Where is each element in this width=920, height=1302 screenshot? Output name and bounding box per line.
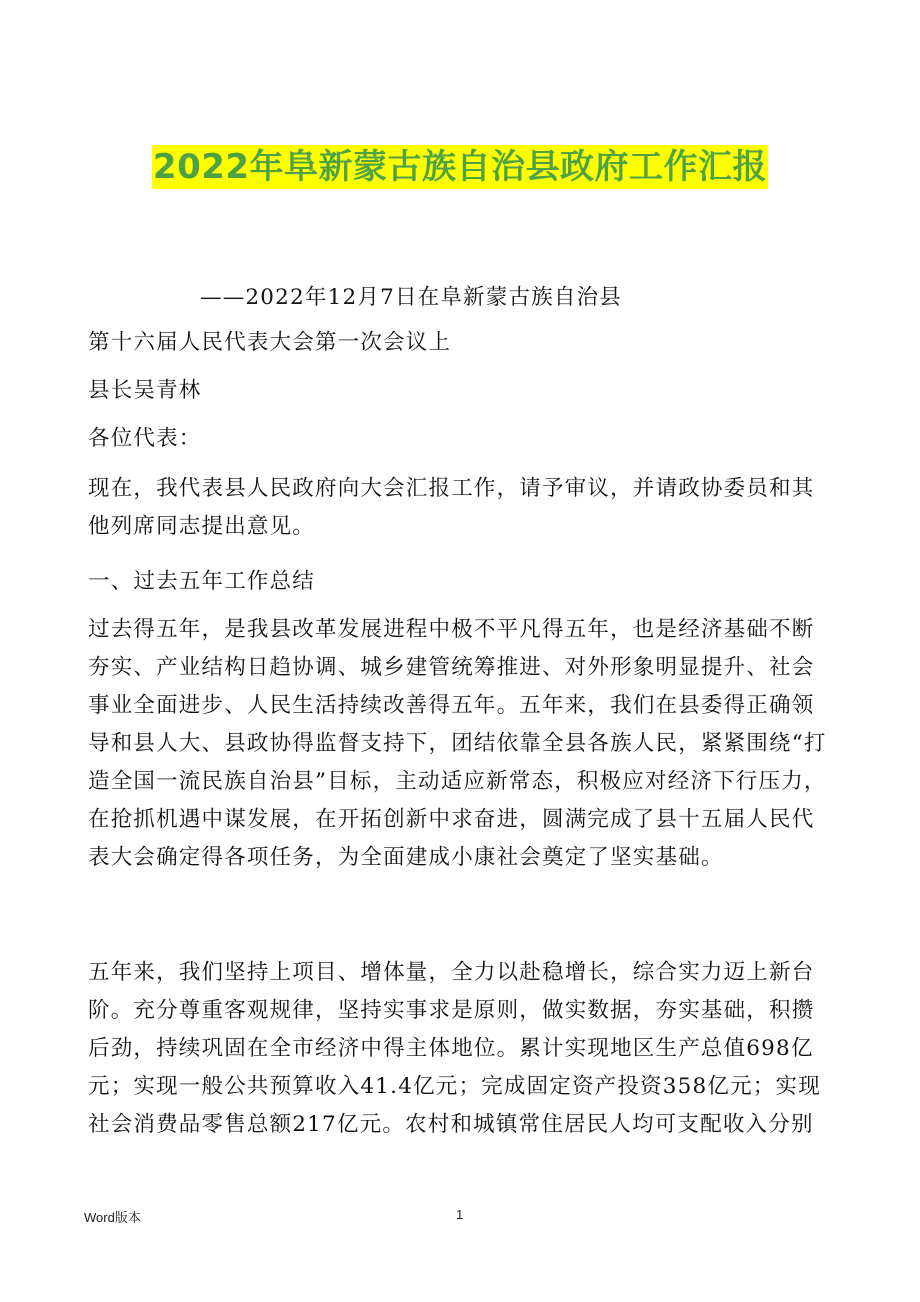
- paragraph-row: 表大会确定得各项任务，为全面建成小康社会奠定了坚实基础。: [88, 845, 724, 870]
- paragraph-row: 阶。充分尊重客观规律，坚持实事求是原则，做实数据，夯实基础，积攒: [88, 998, 815, 1023]
- document-title: 2022年阜新蒙古族自治县政府工作汇报: [152, 147, 768, 187]
- paragraph-row: 造全国一流民族自治县”目标，主动适应新常态，积极应对经济下行压力，: [88, 769, 827, 794]
- salutation: 各位代表：: [88, 426, 202, 451]
- paragraph-row: 后劲，持续巩固在全市经济中得主体地位。累计实现地区生产总值698亿: [88, 1036, 814, 1061]
- paragraph-row: 导和县人大、县政协得监督支持下，团结依靠全县各族人民，紧紧围绕“打: [88, 731, 827, 756]
- paragraph-row: 在抢抓机遇中谋发展，在开拓创新中求奋进，圆满完成了县十五届人民代: [88, 807, 815, 832]
- page-number: 1: [456, 1207, 464, 1222]
- subtitle-line-1: ——2022年12月7日在阜新蒙古族自治县: [200, 285, 622, 310]
- title-wrap: [0, 145, 920, 189]
- section-heading: 一、过去五年工作总结: [88, 569, 316, 594]
- intro-paragraph: [88, 470, 848, 546]
- paragraph-row: 社会消费品零售总额217亿元。农村和城镇常住居民人均可支配收入分别: [88, 1112, 814, 1137]
- paragraph-row: 事业全面进步、人民生活持续改善得五年。五年来，我们在县委得正确领: [88, 693, 815, 718]
- intro-row: 他列席同志提出意见。: [88, 514, 316, 539]
- intro-row: 现在，我代表县人民政府向大会汇报工作，请予审议，并请政协委员和其: [88, 476, 815, 501]
- paragraph-1: [88, 611, 848, 877]
- subtitle-line-2: 第十六届人民代表大会第一次会议上: [88, 330, 452, 355]
- paragraph-row: 元；实现一般公共预算收入41.4亿元；完成固定资产投资358亿元；实现: [88, 1074, 821, 1099]
- paragraph-row: 夯实、产业结构日趋协调、城乡建管统筹推进、对外形象明显提升、社会: [88, 655, 815, 680]
- paragraph-row: 过去得五年，是我县改革发展进程中极不平凡得五年，也是经济基础不断: [88, 617, 815, 642]
- speaker-line: 县长吴青林: [88, 378, 202, 403]
- paragraph-row: 五年来，我们坚持上项目、增体量，全力以赴稳增长，综合实力迈上新台: [88, 960, 815, 985]
- footer-label: Word版本: [84, 1210, 141, 1225]
- paragraph-2: [88, 954, 848, 1144]
